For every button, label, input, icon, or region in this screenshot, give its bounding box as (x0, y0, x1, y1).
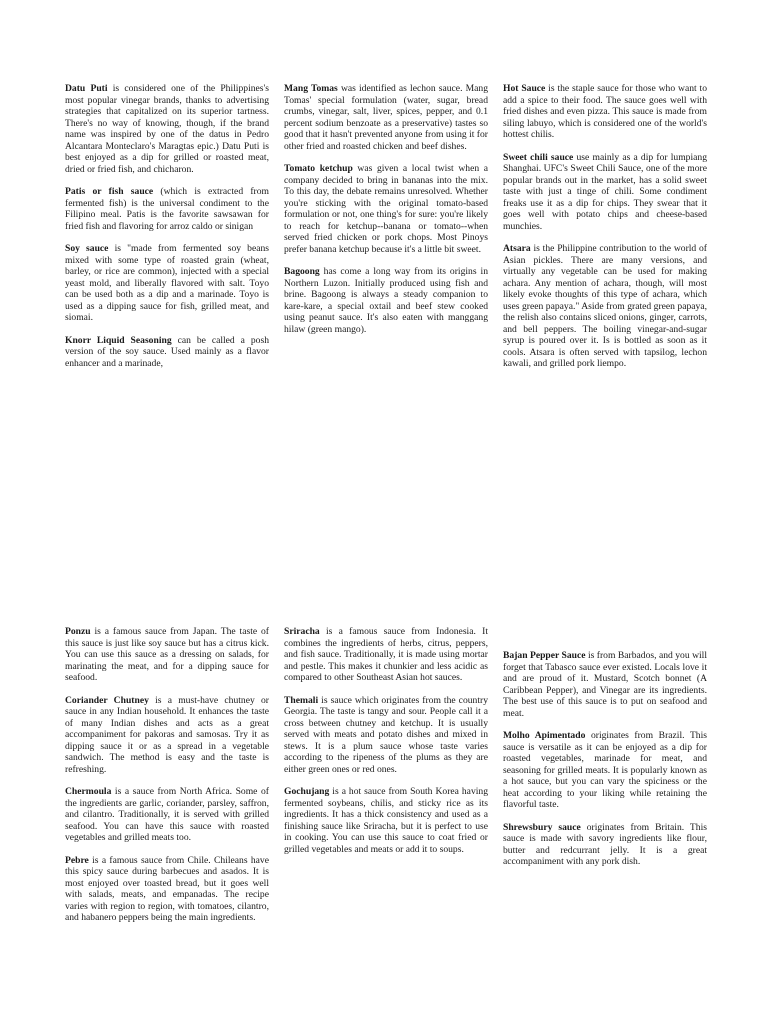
entry-body: (which is extracted from fermented fish) is the universal condiment to the Filipino meal. Patis is the favorite sawsawan for fried fish and flavoring for arroz caldo or sinigan (65, 186, 270, 232)
entry-body: is a famous sauce from Chile. Chileans have this spicy sauce during barbecues and asados. It is most enjoyed over toasted bread, but it goes well with salads, meats, and empanadas. The recipe varies with region to region, with tomatoes, cilantro, and habanero peppers being the main ingredients. (65, 854, 269, 923)
entry-chermoula (65, 786, 269, 844)
entry-pebre (65, 855, 269, 924)
entry-term: Pebre (65, 854, 89, 866)
entry-themali (284, 695, 488, 776)
entry-shrewsbury (503, 822, 707, 868)
entry-term: Bajan Pepper Sauce (503, 650, 586, 661)
entry-body: was identified as lechon sauce. Mang Tomas' special formulation (water, sugar, bread crumbs, vinegar, salt, liver, spices, pepper, and 0.1 percent sodium benzoate as a preservative) tastes so good that it hasn't prevented anyone from using it for other fried and roasted chicken and beef dishes. (284, 83, 488, 152)
entry-body: is a famous sauce from Japan. The taste of this sauce is just like soy sauce but has a citrus kick. You can use this sauce as a dressing on salads, for marinating the meat, and for a dipping sauce for seafood. (65, 626, 269, 683)
entry-term: Molho Apimentado (503, 730, 586, 741)
entry-term: Tomato ketchup (284, 163, 353, 174)
entry-term: Soy sauce (65, 243, 109, 254)
entry-datu-puti (65, 83, 269, 175)
entry-body: is a must-have chutney or sauce in any Indian household. It enhances the taste of many Indian dishes and acts as a great accompaniment for pakoras and samosas. Try it as dipping sauce it or as a spread in a vegetable sandwich. The method is easy and the taste is refreshing. (65, 694, 269, 775)
entry-body: originates from Britain. This sauce is made with savory ingredients like flour, butter and redcurrant jelly. It is a great accompaniment with any pork dish. (503, 821, 707, 867)
entry-term: Datu Puti (65, 83, 108, 94)
entry-term: Shrewsbury sauce (503, 821, 581, 833)
entry-term: Ponzu (65, 626, 91, 637)
entry-body: is the Philippine contribution to the world of Asian pickles. There are many versions, and virtually any vegetable can be used for making achara. Any mention of achara, though, will most likely evoke thoughts of this type of achara, which uses green papaya." Aside from grated green papaya, the relish also contains sliced onions, ginger, carrots, and bell peppers. The boiling vinegar-and-sugar syrup is poured over it. Is is bottled as soon as it cools. Atsara is often served with tapsilog, lechon kawali, and grilled pork liempo. (503, 243, 707, 369)
entry-body: is a hot sauce from South Korea having fermented soybeans, chilis, and sticky rice as its ingredients. It has a thick consistency and used as a finishing sauce like Sriracha, but it is perfect to use in cooking. You can use this sauce to coat fried or grilled vegetables and meats or add it to soups. (284, 786, 488, 855)
entry-bagoong (284, 266, 488, 335)
entry-gochujang (284, 786, 488, 855)
entry-body: use mainly as a dip for lumpiang Shanghai. UFC's Sweet Chili Sauce, one of the more popular brands out in the market, has a solid sweet taste with just a tinge of chili. Some condiment freaks use it as a dip for chips. They swear that it goes well with potato chips and cheese-based munchies. (503, 151, 707, 232)
entry-body: was given a local twist when a company decided to bring in bananas into the mix. To this day, the debate remains unresolved. Whether you're sticking with the original tomato-based formulation or not, one thing's for sure: you're likely to reach for ketchup--banana or tomato--when served fried chicken or pork chops. Most Pinoys prefer banana ketchup because it's a little bit sweet. (284, 163, 489, 255)
bottom-column-3 (503, 650, 707, 879)
top-column-2 (284, 83, 488, 346)
entry-atsara (503, 243, 707, 370)
entry-tomato-ketchup (284, 163, 488, 255)
entry-term: Bagoong (284, 266, 320, 277)
entry-hot-sauce (503, 83, 707, 141)
entry-term: Atsara (503, 243, 531, 254)
top-column-1 (65, 83, 269, 380)
entry-patis (65, 186, 269, 232)
entry-mang-tomas (284, 83, 488, 152)
entry-term: Knorr Liquid Seasoning (65, 334, 172, 346)
entry-knorr (65, 335, 269, 370)
entry-molho-apimentado (503, 730, 707, 811)
entry-body: is a famous sauce from Indonesia. It combines the ingredients of herbs, citrus, peppers, and fish sauce. Traditionally, it is made using mortar and pestle. This makes it chunkier and less acidic as compared to other Southeast Asian hot sauces. (284, 626, 488, 683)
entry-term: Mang Tomas (284, 83, 338, 94)
entry-term: Themali (284, 694, 319, 706)
entry-soy-sauce (65, 243, 269, 324)
entry-term: Coriander Chutney (65, 694, 149, 706)
entry-sriracha (284, 626, 488, 684)
bottom-column-2 (284, 626, 488, 866)
entry-body: is a sauce from North Africa. Some of the ingredients are garlic, coriander, parsley, saffron, and cilantro. Traditionally, it is served with grilled seafood. You can have this sauce with roasted vegetables and grilled meats too. (65, 786, 269, 843)
entry-body: is considered one of the Philippines's most popular vinegar brands, thanks to advertising strategies that capitalized on its superior tartness. There's no way of knowing, though, if the brand name was inspired by one of the datus in Pedro Alcantara Monteclaro's Maragtas epic.) Datu Puti is best enjoyed as a dip for grilled or roasted meat, dried or fried fish, and chicharon. (65, 83, 269, 175)
entry-body: is the staple sauce for those who want to add a spice to their food. The sauce goes well with fried dishes and even pizza. This sauce is made from siling labuyo, which is considered one of the world's hottest chilis. (503, 83, 707, 140)
top-column-3 (503, 83, 707, 381)
entry-body: has come a long way from its origins in Northern Luzon. Initially produced using fish and brine. Bagoong is always a steady companion to kare-kare, a special oxtail and beef stew cooked using peanut sauce. It's also eaten with manggang hilaw (green mango). (284, 266, 488, 335)
entry-body: is "made from fermented soy beans mixed with some type of roasted grain (wheat, barley, or rice are common), injected with a special yeast mold, and liberally flavored with salt. Toyo can be used both as a dip and a marinade. Toyo is used as a dipping sauce for fish, grilled meat, and siomai. (65, 243, 270, 323)
entry-body: can be called a posh version of the soy sauce. Used mainly as a flavor enhancer and a marinade, (65, 334, 269, 369)
entry-ponzu (65, 626, 269, 684)
entry-term: Sriracha (284, 626, 320, 637)
entry-term: Chermoula (65, 786, 112, 797)
entry-bajan-pepper (503, 650, 707, 719)
entry-body: originates from Brazil. This sauce is versatile as it can be enjoyed as a dip for roasted vegetables, marinade for meat, and seasoning for grilled meats. It is popularly known as a hot sauce, but you can vary the spiciness or the heat according to your liking while retaining the flavorful taste. (503, 730, 707, 810)
entry-coriander-chutney (65, 695, 269, 776)
entry-term: Hot Sauce (503, 83, 546, 94)
entry-body: is from Barbados, and you will forget that Tabasco sauce ever existed. Locals love it and are proud of it. Mustard, Scotch bonnet (A Caribbean Pepper), and Vinegar are its ingredients. The best use of this sauce is to put on seafood and meat. (503, 650, 707, 719)
entry-term: Sweet chili sauce (503, 151, 574, 163)
entry-sweet-chili (503, 152, 707, 233)
entry-term: Gochujang (284, 786, 330, 797)
bottom-column-1 (65, 626, 269, 935)
entry-term: Patis or fish sauce (65, 186, 154, 197)
entry-body: is sauce which originates from the country Georgia. The taste is tangy and sour. People call it a cross between chutney and ketchup. It is usually served with meats and potato dishes and mixed in stews. It is a plum sauce whose taste varies according to the ripeness of the plums as they are either green ones or red ones. (284, 694, 488, 775)
